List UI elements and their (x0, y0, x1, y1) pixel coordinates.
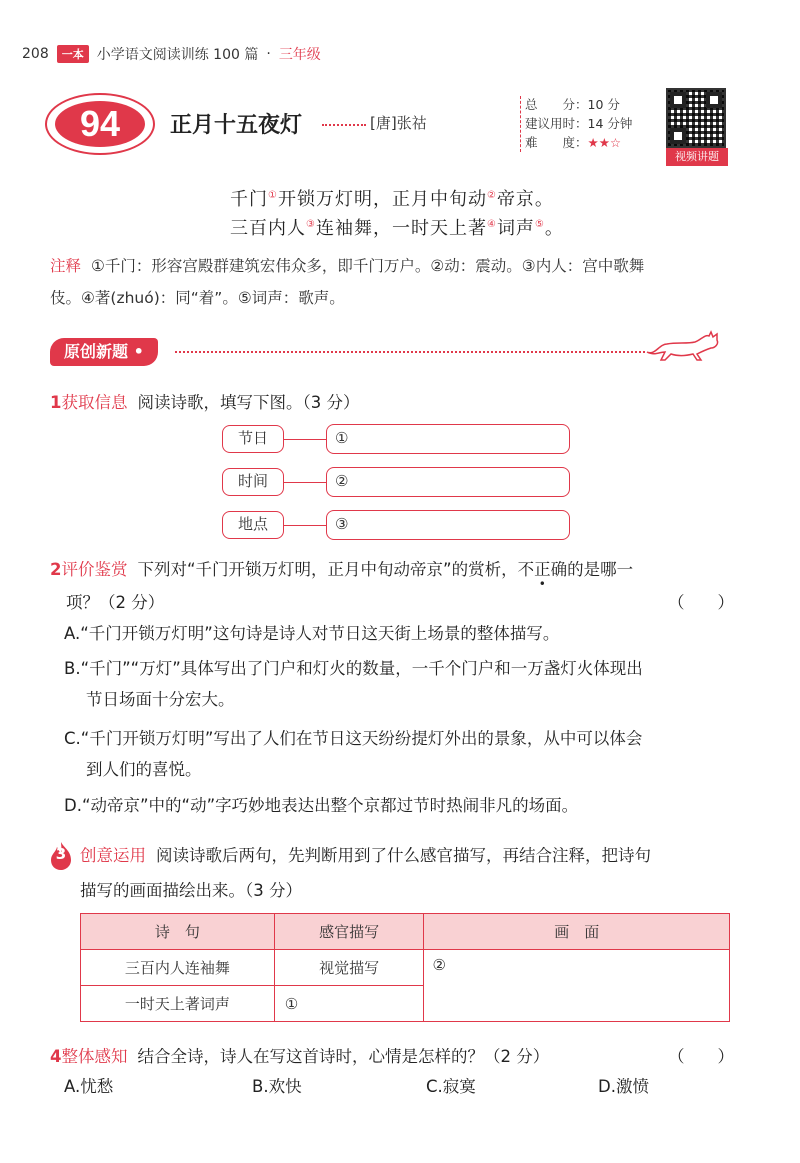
q2-text-c: 项？（2 分） (66, 593, 165, 612)
poem-text: 连袖舞，一时天上著 (315, 218, 487, 239)
question-4 (50, 1043, 549, 1067)
q1-number: 1 (50, 393, 62, 412)
poem-line-2 (230, 214, 564, 240)
q1-connector (284, 439, 326, 440)
table-answer-cell[interactable]: ① (274, 986, 424, 1022)
question-3 (80, 842, 651, 866)
score-label: 总 分： (525, 97, 588, 112)
q2-emphasis: 不正确 (517, 560, 568, 579)
q4-choice-d[interactable]: D.激愤 (598, 1077, 649, 1096)
poem-author: [唐]张祜 (370, 114, 427, 132)
page-header (22, 44, 321, 64)
footnote-marker: ③ (306, 219, 316, 230)
footnote-marker: ④ (486, 219, 497, 230)
notes-label: 注释 (50, 257, 82, 275)
section-banner: 原创新题 • (50, 338, 158, 366)
lesson-number: 94 (55, 101, 145, 147)
q3-text-b: 描写的画面描绘出来。（3 分） (80, 881, 302, 900)
table-cell: 视觉描写 (274, 950, 424, 986)
table-header-cell: 感官描写 (274, 914, 424, 950)
poem-text: 千门 (230, 189, 268, 210)
banner-divider (175, 351, 645, 353)
q2-option-c-cont: 到人们的喜悦。 (86, 760, 202, 779)
table-header-row (81, 914, 730, 950)
series-badge: 一本 (57, 45, 89, 63)
meta-divider (520, 96, 521, 152)
q4-choice-c[interactable]: C.寂寞 (426, 1077, 476, 1096)
q1-answer-festival[interactable]: ① (326, 424, 570, 454)
table-header-cell: 画 面 (424, 914, 730, 950)
notes-line-2: 伎。④著(zhuó)：同“着”。⑤词声：歌声。 (50, 289, 345, 307)
q3-number: 3 (55, 845, 67, 863)
q4-text: 结合全诗，诗人在写这首诗时，心情是怎样的？（2 分） (137, 1047, 550, 1066)
poem-text: 三百内人 (230, 218, 306, 239)
q4-choice-a[interactable]: A.忧愁 (64, 1077, 114, 1096)
footnote-marker: ② (486, 190, 497, 201)
poem-text: 词声 (496, 218, 535, 239)
table-answer-cell[interactable]: ② (424, 950, 730, 1022)
q1-connector (284, 525, 326, 526)
poem-title: 正月十五夜灯 (170, 113, 303, 138)
q2-tag: 评价鉴赏 (61, 560, 128, 579)
q1-label-place: 地点 (222, 511, 284, 539)
poem-text: 。 (544, 218, 564, 239)
q3-tag: 创意运用 (80, 846, 146, 865)
score-value: 10 分 (587, 97, 620, 112)
q4-number: 4 (50, 1047, 62, 1066)
q2-option-a[interactable]: A.“千门开锁万灯明”这句诗是诗人对节日这天街上场景的整体描写。 (64, 624, 560, 643)
title-divider (322, 124, 366, 126)
q1-label-time: 时间 (222, 468, 284, 496)
header-dot: · (266, 46, 271, 62)
time-value: 14 分钟 (587, 116, 633, 131)
book-title: 小学语文阅读训练 100 篇 (96, 47, 259, 63)
q2-answer-paren[interactable]: （ ） (668, 593, 734, 612)
q2-option-b[interactable]: B.“千门”“万灯”具体写出了门户和灯火的数量，一千个门户和一万盏灯火体现出 (64, 659, 643, 678)
table-row (81, 950, 730, 986)
q3-text-a: 阅读诗歌后两句，先判断用到了什么感官描写，再结合注释，把诗句 (156, 846, 651, 865)
table-cell: 三百内人连袖舞 (81, 950, 275, 986)
section-title: 原创新题 (64, 342, 129, 361)
lesson-meta (525, 95, 632, 152)
difficulty-label: 难 度： (525, 135, 588, 150)
page-number: 208 (22, 46, 49, 62)
q1-answer-time[interactable]: ② (326, 467, 570, 497)
difficulty-stars: ★★☆ (587, 135, 622, 150)
q2-number: 2 (50, 560, 62, 579)
table-cell: 一时天上著词声 (81, 986, 275, 1022)
q1-tag: 获取信息 (61, 393, 128, 412)
q1-answer-place[interactable]: ③ (326, 510, 570, 540)
table-header-cell: 诗 句 (81, 914, 275, 950)
grade-label: 三年级 (278, 47, 321, 63)
q2-option-c[interactable]: C.“千门开锁万灯明”写出了人们在节日这天纷纷提灯外出的景象，从中可以体会 (64, 729, 643, 748)
q1-label-festival: 节日 (222, 425, 284, 453)
q4-tag: 整体感知 (61, 1047, 128, 1066)
question-2 (50, 556, 633, 580)
poem-line-1 (230, 185, 554, 211)
footnote-marker: ① (268, 190, 278, 201)
q2-text-a: 下列对“千门开锁万灯明，正月中旬动帝京”的赏析， (137, 560, 518, 579)
footnote-marker: ⑤ (534, 219, 545, 230)
q3-table (80, 913, 730, 1022)
q2-option-d[interactable]: D.“动帝京”中的“动”字巧妙地表达出整个京都过节时热闹非凡的场面。 (64, 796, 579, 815)
notes-line-1: ①千门：形容宫殿群建筑宏伟众多，即千门万户。②动：震动。③内人：宫中歌舞 (91, 257, 645, 275)
lesson-number-badge (45, 93, 155, 155)
question-1 (50, 389, 359, 413)
poem-text: 帝京。 (496, 189, 554, 210)
cat-icon (645, 330, 723, 362)
q4-answer-paren[interactable]: （ ） (668, 1047, 734, 1066)
q1-connector (284, 482, 326, 483)
q2-text-b: 的是哪一 (567, 560, 634, 579)
q1-text: 阅读诗歌，填写下图。（3 分） (137, 393, 360, 412)
qr-code-icon[interactable] (666, 88, 726, 148)
video-tag[interactable]: 视频讲题 (666, 148, 728, 166)
q2-option-b-cont: 节日场面十分宏大。 (86, 690, 235, 709)
q4-choice-b[interactable]: B.欢快 (252, 1077, 302, 1096)
notes (50, 250, 750, 314)
time-label: 建议用时： (525, 116, 588, 131)
poem-text: 开锁万灯明，正月中旬动 (277, 189, 487, 210)
